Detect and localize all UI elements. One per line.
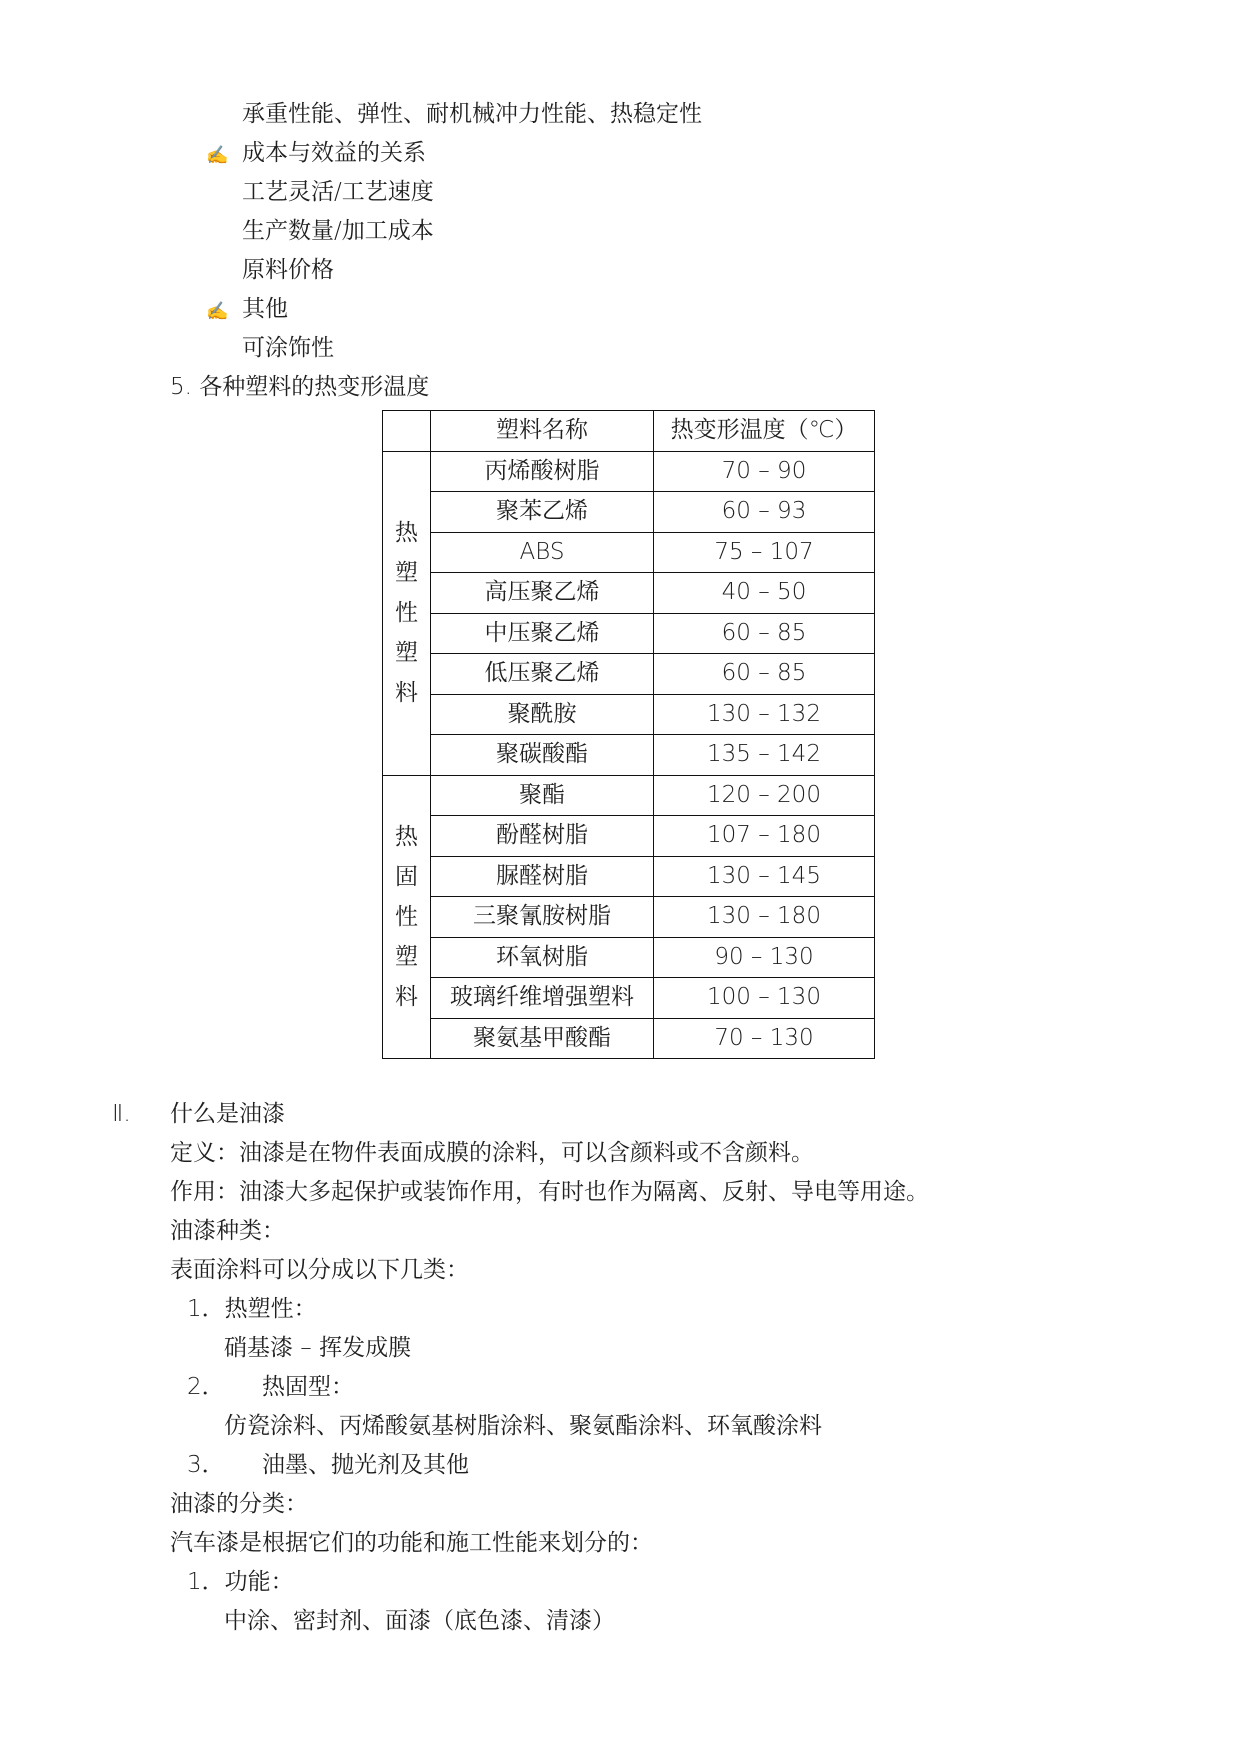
- header-plastic-name: 塑料名称: [431, 411, 654, 452]
- temperature-cell: 70 – 90: [654, 451, 875, 492]
- temperature-cell: 100 – 130: [654, 978, 875, 1019]
- table-row: [383, 816, 875, 857]
- temperature-cell: 120 – 200: [654, 775, 875, 816]
- table-row: [383, 897, 875, 938]
- section-2-title: 什么是油漆: [170, 1101, 285, 1127]
- plastic-name-cell: 聚氨基甲酸酯: [431, 1018, 654, 1059]
- temperature-cell: 75 – 107: [654, 532, 875, 573]
- plastic-name-cell: 聚碳酸酯: [431, 735, 654, 776]
- table-row: [383, 978, 875, 1019]
- plastic-name-cell: 酚醛树脂: [431, 816, 654, 857]
- table-row: [383, 654, 875, 695]
- temperature-cell: 40 – 50: [654, 573, 875, 614]
- table-row: [383, 532, 875, 573]
- plastic-name-cell: 中压聚乙烯: [431, 613, 654, 654]
- temperature-cell: 60 – 93: [654, 492, 875, 533]
- table-header-row: [383, 411, 875, 452]
- paint-types-intro: 表面涂料可以分成以下几类：: [170, 1257, 469, 1283]
- type-item-1: 1．热塑性：: [187, 1296, 317, 1322]
- table-row: [383, 694, 875, 735]
- section-5-title: 5. 各种塑料的热变形温度: [170, 374, 430, 400]
- temperature-cell: 90 – 130: [654, 937, 875, 978]
- plastic-name-cell: 玻璃纤维增强塑料: [431, 978, 654, 1019]
- type-item-2-text: 热固型：: [262, 1374, 354, 1400]
- table-row: [383, 937, 875, 978]
- category-label: 热固性塑料: [395, 823, 418, 1010]
- type-item-2-detail: 仿瓷涂料、丙烯酸氨基树脂涂料、聚氨酯涂料、环氧酸涂料: [224, 1413, 822, 1439]
- category-thermoset: [383, 775, 431, 1059]
- table-row: [383, 775, 875, 816]
- table-row: [383, 451, 875, 492]
- temperature-cell: 130 – 132: [654, 694, 875, 735]
- plastic-name-cell: 环氧树脂: [431, 937, 654, 978]
- line-process: 工艺灵活/工艺速度: [242, 179, 434, 205]
- temperature-cell: 107 – 180: [654, 816, 875, 857]
- plastic-name-cell: 丙烯酸树脂: [431, 451, 654, 492]
- pen-bullet-icon: ✍: [206, 145, 229, 166]
- plastic-name-cell: 高压聚乙烯: [431, 573, 654, 614]
- plastic-name-cell: 脲醛树脂: [431, 856, 654, 897]
- line-material-price: 原料价格: [242, 257, 334, 283]
- table-row: [383, 492, 875, 533]
- table-row: [383, 856, 875, 897]
- line-cost-benefit: 成本与效益的关系: [242, 140, 426, 166]
- header-empty-cell: [383, 411, 431, 452]
- paint-definition: 定义：油漆是在物件表面成膜的涂料，可以含颜料或不含颜料。: [170, 1140, 814, 1166]
- table-row: [383, 573, 875, 614]
- plastic-name-cell: 聚酰胺: [431, 694, 654, 735]
- paint-function: 作用：油漆大多起保护或装饰作用，有时也作为隔离、反射、导电等用途。: [170, 1179, 929, 1205]
- paint-types-title: 油漆种类：: [170, 1218, 285, 1244]
- table-row: [383, 1018, 875, 1059]
- table-row: [383, 613, 875, 654]
- function-detail: 中涂、密封剂、面漆（底色漆、清漆）: [224, 1608, 615, 1634]
- heat-deflection-table: [382, 410, 875, 1059]
- line-paintable: 可涂饰性: [242, 335, 334, 361]
- line-other: 其他: [242, 296, 288, 322]
- table-row: [383, 735, 875, 776]
- type-item-1-detail: 硝基漆 – 挥发成膜: [224, 1335, 412, 1361]
- paint-class-title: 油漆的分类：: [170, 1491, 308, 1517]
- plastic-name-cell: 聚酯: [431, 775, 654, 816]
- category-thermoplastic: [383, 451, 431, 775]
- paint-class-intro: 汽车漆是根据它们的功能和施工性能来划分的：: [170, 1530, 653, 1556]
- plastic-name-cell: ABS: [431, 532, 654, 573]
- temperature-cell: 135 – 142: [654, 735, 875, 776]
- pen-bullet-icon: ✍: [206, 301, 229, 322]
- section-2-numeral: Ⅱ.: [112, 1101, 131, 1127]
- line-quantity: 生产数量/加工成本: [242, 218, 434, 244]
- temperature-cell: 130 – 180: [654, 897, 875, 938]
- plastic-name-cell: 三聚氰胺树脂: [431, 897, 654, 938]
- type-item-3-number: 3．: [187, 1452, 225, 1478]
- type-item-2-number: 2．: [187, 1374, 225, 1400]
- function-item: 1．功能：: [187, 1569, 294, 1595]
- temperature-cell: 130 – 145: [654, 856, 875, 897]
- temperature-cell: 70 – 130: [654, 1018, 875, 1059]
- plastic-name-cell: 低压聚乙烯: [431, 654, 654, 695]
- type-item-3-text: 油墨、抛光剂及其他: [262, 1452, 469, 1478]
- category-label: 热塑性塑料: [395, 520, 418, 706]
- temperature-cell: 60 – 85: [654, 613, 875, 654]
- plastic-name-cell: 聚苯乙烯: [431, 492, 654, 533]
- line-load-properties: 承重性能、弹性、耐机械冲力性能、热稳定性: [242, 101, 702, 127]
- temperature-cell: 60 – 85: [654, 654, 875, 695]
- header-temperature: 热变形温度（℃）: [654, 411, 875, 452]
